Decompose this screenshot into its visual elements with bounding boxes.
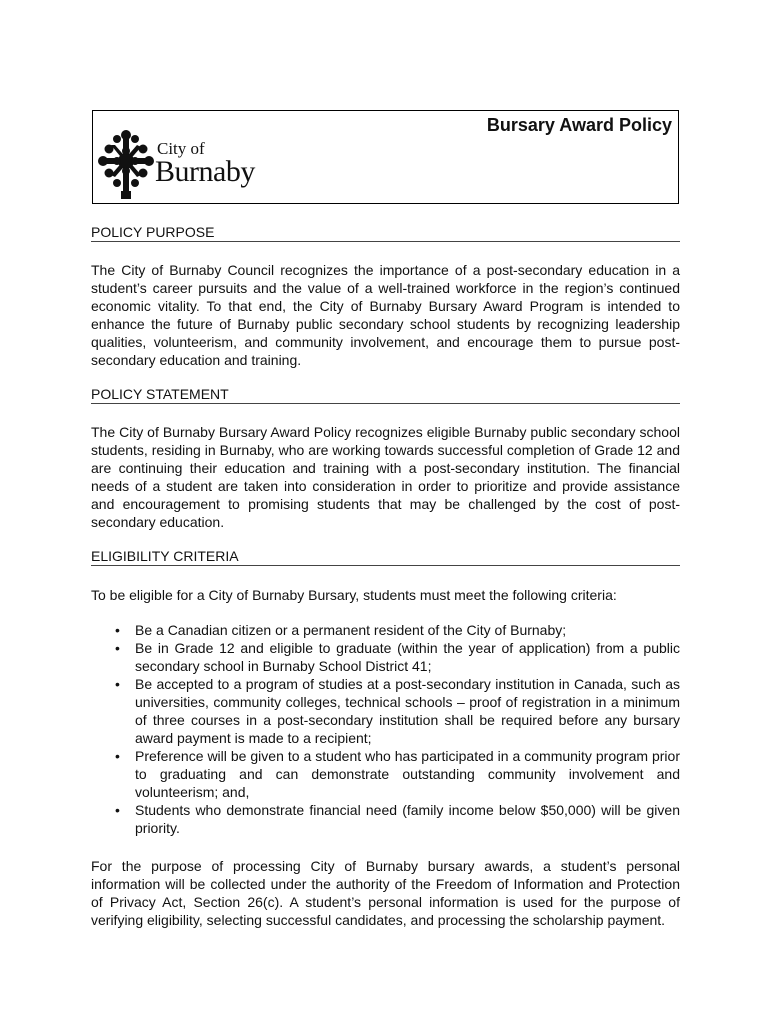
list-item [91, 639, 680, 675]
list-item [91, 621, 680, 639]
bullet-icon: • [115, 802, 120, 818]
heading-policy-purpose: POLICY PURPOSE [91, 224, 680, 242]
criterion-text: Be accepted to a program of studies at a post-secondary institution in Canada, such as universities, community colleges, technical schools – proof of registration in a minimum of three courses in a post-secondary institution shall be required before any bursary award payment is made to a recipient; [135, 676, 680, 746]
policy-statement-text: The City of Burnaby Bursary Award Policy recognizes eligible Burnaby public secondary school students, residing in Burnaby, who are working towards successful completion of Grade 12 and are continuing their education and training with a post-secondary institution. The financial needs of a student are taken into consideration in order to prioritize and provide assistance and encouragement to promising students that may be challenged by the cost of post-secondary education. [91, 424, 680, 530]
criterion-text: Be in Grade 12 and eligible to graduate (within the year of application) from a public secondary school in Burnaby School District 41; [135, 640, 680, 674]
bullet-icon: • [115, 640, 120, 656]
criterion-text: Be a Canadian citizen or a permanent resident of the City of Burnaby; [135, 622, 567, 638]
snowflake-tree-icon [97, 129, 155, 201]
list-item [91, 747, 680, 801]
policy-purpose-text: The City of Burnaby Council recognizes the importance of a post-secondary education in a student’s career pursuits and the value of a well-trained workforce in the region’s continued economic vitality. To that end, the City of Burnaby Bursary Award Program is intended to enhance the future of Burnaby public secondary school students by recognizing leadership qualities, volunteerism, and community involvement, and encourage them to pursue post-secondary education and training. [91, 262, 680, 368]
bullet-icon: • [115, 676, 120, 692]
bullet-icon: • [115, 748, 120, 764]
city-logo [97, 129, 267, 201]
criterion-text: Students who demonstrate financial need (family income below $50,000) will be given priority. [135, 802, 680, 836]
criterion-text: Preference will be given to a student who has participated in a community program prior to graduating and can demonstrate outstanding community involvement and volunteerism; and, [135, 748, 680, 800]
heading-eligibility-criteria: ELIGIBILITY CRITERIA [91, 548, 680, 566]
eligibility-intro-text: To be eligible for a City of Burnaby Bursary, students must meet the following criteria: [91, 587, 617, 603]
list-item [91, 675, 680, 747]
list-item [91, 801, 680, 837]
bullet-icon: • [115, 622, 120, 638]
heading-policy-statement: POLICY STATEMENT [91, 386, 680, 404]
privacy-notice-text: For the purpose of processing City of Burnaby bursary awards, a student’s personal information will be collected under the authority of the Freedom of Information and Protection of Privacy Act, Section 26(c). A student’s personal information is used for the purpose of verifying eligibility, selecting successful candidates, and processing the scholarship payment. [91, 858, 680, 928]
eligibility-criteria-list [91, 621, 680, 837]
policy-title: Bursary Award Policy [486, 115, 672, 135]
logo-burnaby-text: Burnaby [155, 155, 255, 188]
logo-city-text: City of [157, 139, 205, 158]
header-box [92, 110, 679, 204]
